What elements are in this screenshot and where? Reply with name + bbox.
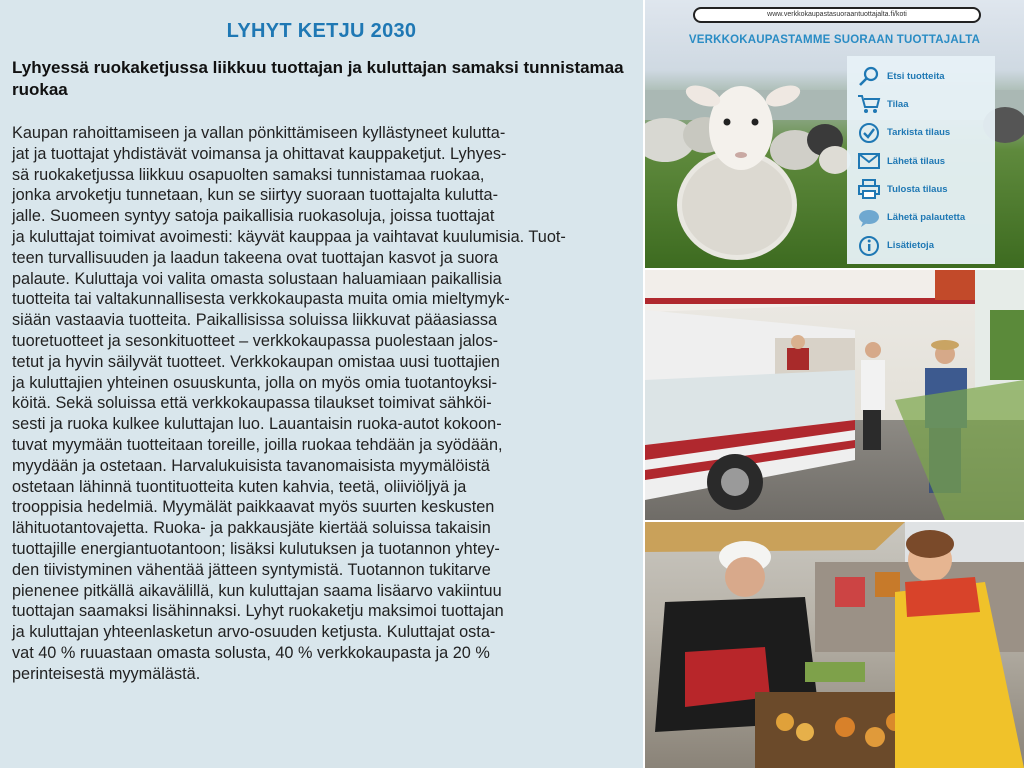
menu-item-print-order[interactable] xyxy=(857,175,985,203)
menu-item-check-order[interactable] xyxy=(857,119,985,147)
search-icon xyxy=(857,65,881,87)
market-scene-graphic xyxy=(645,522,1024,768)
menu-item-label: Lisätietoja xyxy=(887,240,934,252)
menu-item-send-feedback[interactable] xyxy=(857,203,985,231)
menu-item-label: Lähetä palautetta xyxy=(887,212,966,224)
webshop-menu xyxy=(847,56,995,264)
menu-item-send-order[interactable] xyxy=(857,147,985,175)
menu-item-label: Tarkista tilaus xyxy=(887,127,951,139)
speech-bubble-icon xyxy=(857,207,881,229)
article-lede: Lyhyessä ruokaketjussa liikkuu tuottajan ja kuluttajan samaksi tunnistamaa ruokaa xyxy=(12,58,624,99)
menu-item-label: Etsi tuotteita xyxy=(887,70,945,82)
food-truck-photo xyxy=(645,270,1024,520)
url-bar: www.verkkokaupastasuoraantuottajalta.fi/koti xyxy=(693,7,981,23)
info-icon xyxy=(857,235,881,257)
menu-item-label: Tilaa xyxy=(887,98,909,110)
menu-item-search[interactable] xyxy=(857,62,985,90)
market-stall-photo xyxy=(645,522,1024,768)
webshop-header: VERKKOKAUPASTAMME SUORAAN TUOTTAJALTA xyxy=(688,34,981,46)
cart-icon xyxy=(857,93,881,115)
webshop-sheep-image xyxy=(645,0,1024,268)
article-body: Kaupan rahoittamiseen ja vallan pönkittämiseen kyllästyneet kulutta- jat ja tuottajat yhdistävät voimansa ja ohittavat kauppaketjut. Lyhyes- sä ruokaketjussa liikkuu osapuolten samaksi tunnistamaa ruokaa, jonka arvoketju tunnetaan, kun se siirtyy suoraan tuottajalta kulutta- jalle. Suomeen syntyy satoja paikallisia ruokasoluja, joissa tuottajat ja kuluttajat toimivat avoimesti: käyvät kauppaa ja vaihtavat kuulumisia. Tuot- teen turvallisuuden ja laadun takeena ovat tuottajan kasvot ja suora palaute. Kuluttaja voi valita omasta solustaan haluamiaan paikallisia tuotteita tai valtakunnallisesta verkkokaupasta muita omia mieltymyk- siään vastaavia tuotteita. Paikallisissa soluissa liikkuvat pääasiassa tuoretuotteet ja sesonkituotteet – verkkokaupassa puolestaan jalos- tetut ja hyvin säilyvät tuotteet. Verkkokaupan omistaa uusi tuottajien ja kuluttajien yhteinen osuuskunta, jolla on myös omia tuotantoyksi- köitä. Sekä soluissa että verkkokaupassa tilaukset toimivat sähköi- sesti ja ruoka kulkee kuluttajan luo. Lauantaisin ruoka-autot kokoon- tuvat myymään tuotteitaan toreille, joilla ruokaa tehdään ja syödään, myydään ja ostetaan. Harvalukuisista tavanomaisista myymälöistä ostetaan lähinnä tuontituotteita kuten kahvia, teetä, oliiviöljyä ja trooppisia hedelmiä. Myymälät paikkaavat myös suurten keskusten lähituotantovajetta. Ruoka- ja pakkausjäte kiertää soluissa takaisin tuottajille energiantuotantoon; lisäksi kulutuksen ja tuotannon yhtey- den tiivistyminen vähentää jätteen syntymistä. Tuotannon tukitarve pienenee pitkällä aikavälillä, kun kuluttajan saama lisäarvo vakiintuu tuottajan saamaksi lisähinnaksi. Lyhyt ruokaketju maksimoi tuottajan ja kuluttajan yhteenlasketun arvo-osuuden ketjusta. Kuluttajat osta- vat 40 % ruuastaan omasta solusta, 40 % verkkokaupasta ja 20 % perinteisestä myymälästä. xyxy=(12,124,566,683)
menu-item-label: Lähetä tilaus xyxy=(887,155,946,167)
menu-item-more-info[interactable] xyxy=(857,232,985,260)
checkmark-icon xyxy=(857,122,881,144)
article-title: LYHYT KETJU 2030 xyxy=(226,20,417,42)
photo-column xyxy=(645,0,1024,768)
food-truck-scene-graphic xyxy=(645,270,1024,520)
printer-icon xyxy=(857,178,881,200)
menu-item-label: Tulosta tilaus xyxy=(887,183,948,195)
envelope-icon xyxy=(857,150,881,172)
menu-item-order[interactable] xyxy=(857,90,985,118)
